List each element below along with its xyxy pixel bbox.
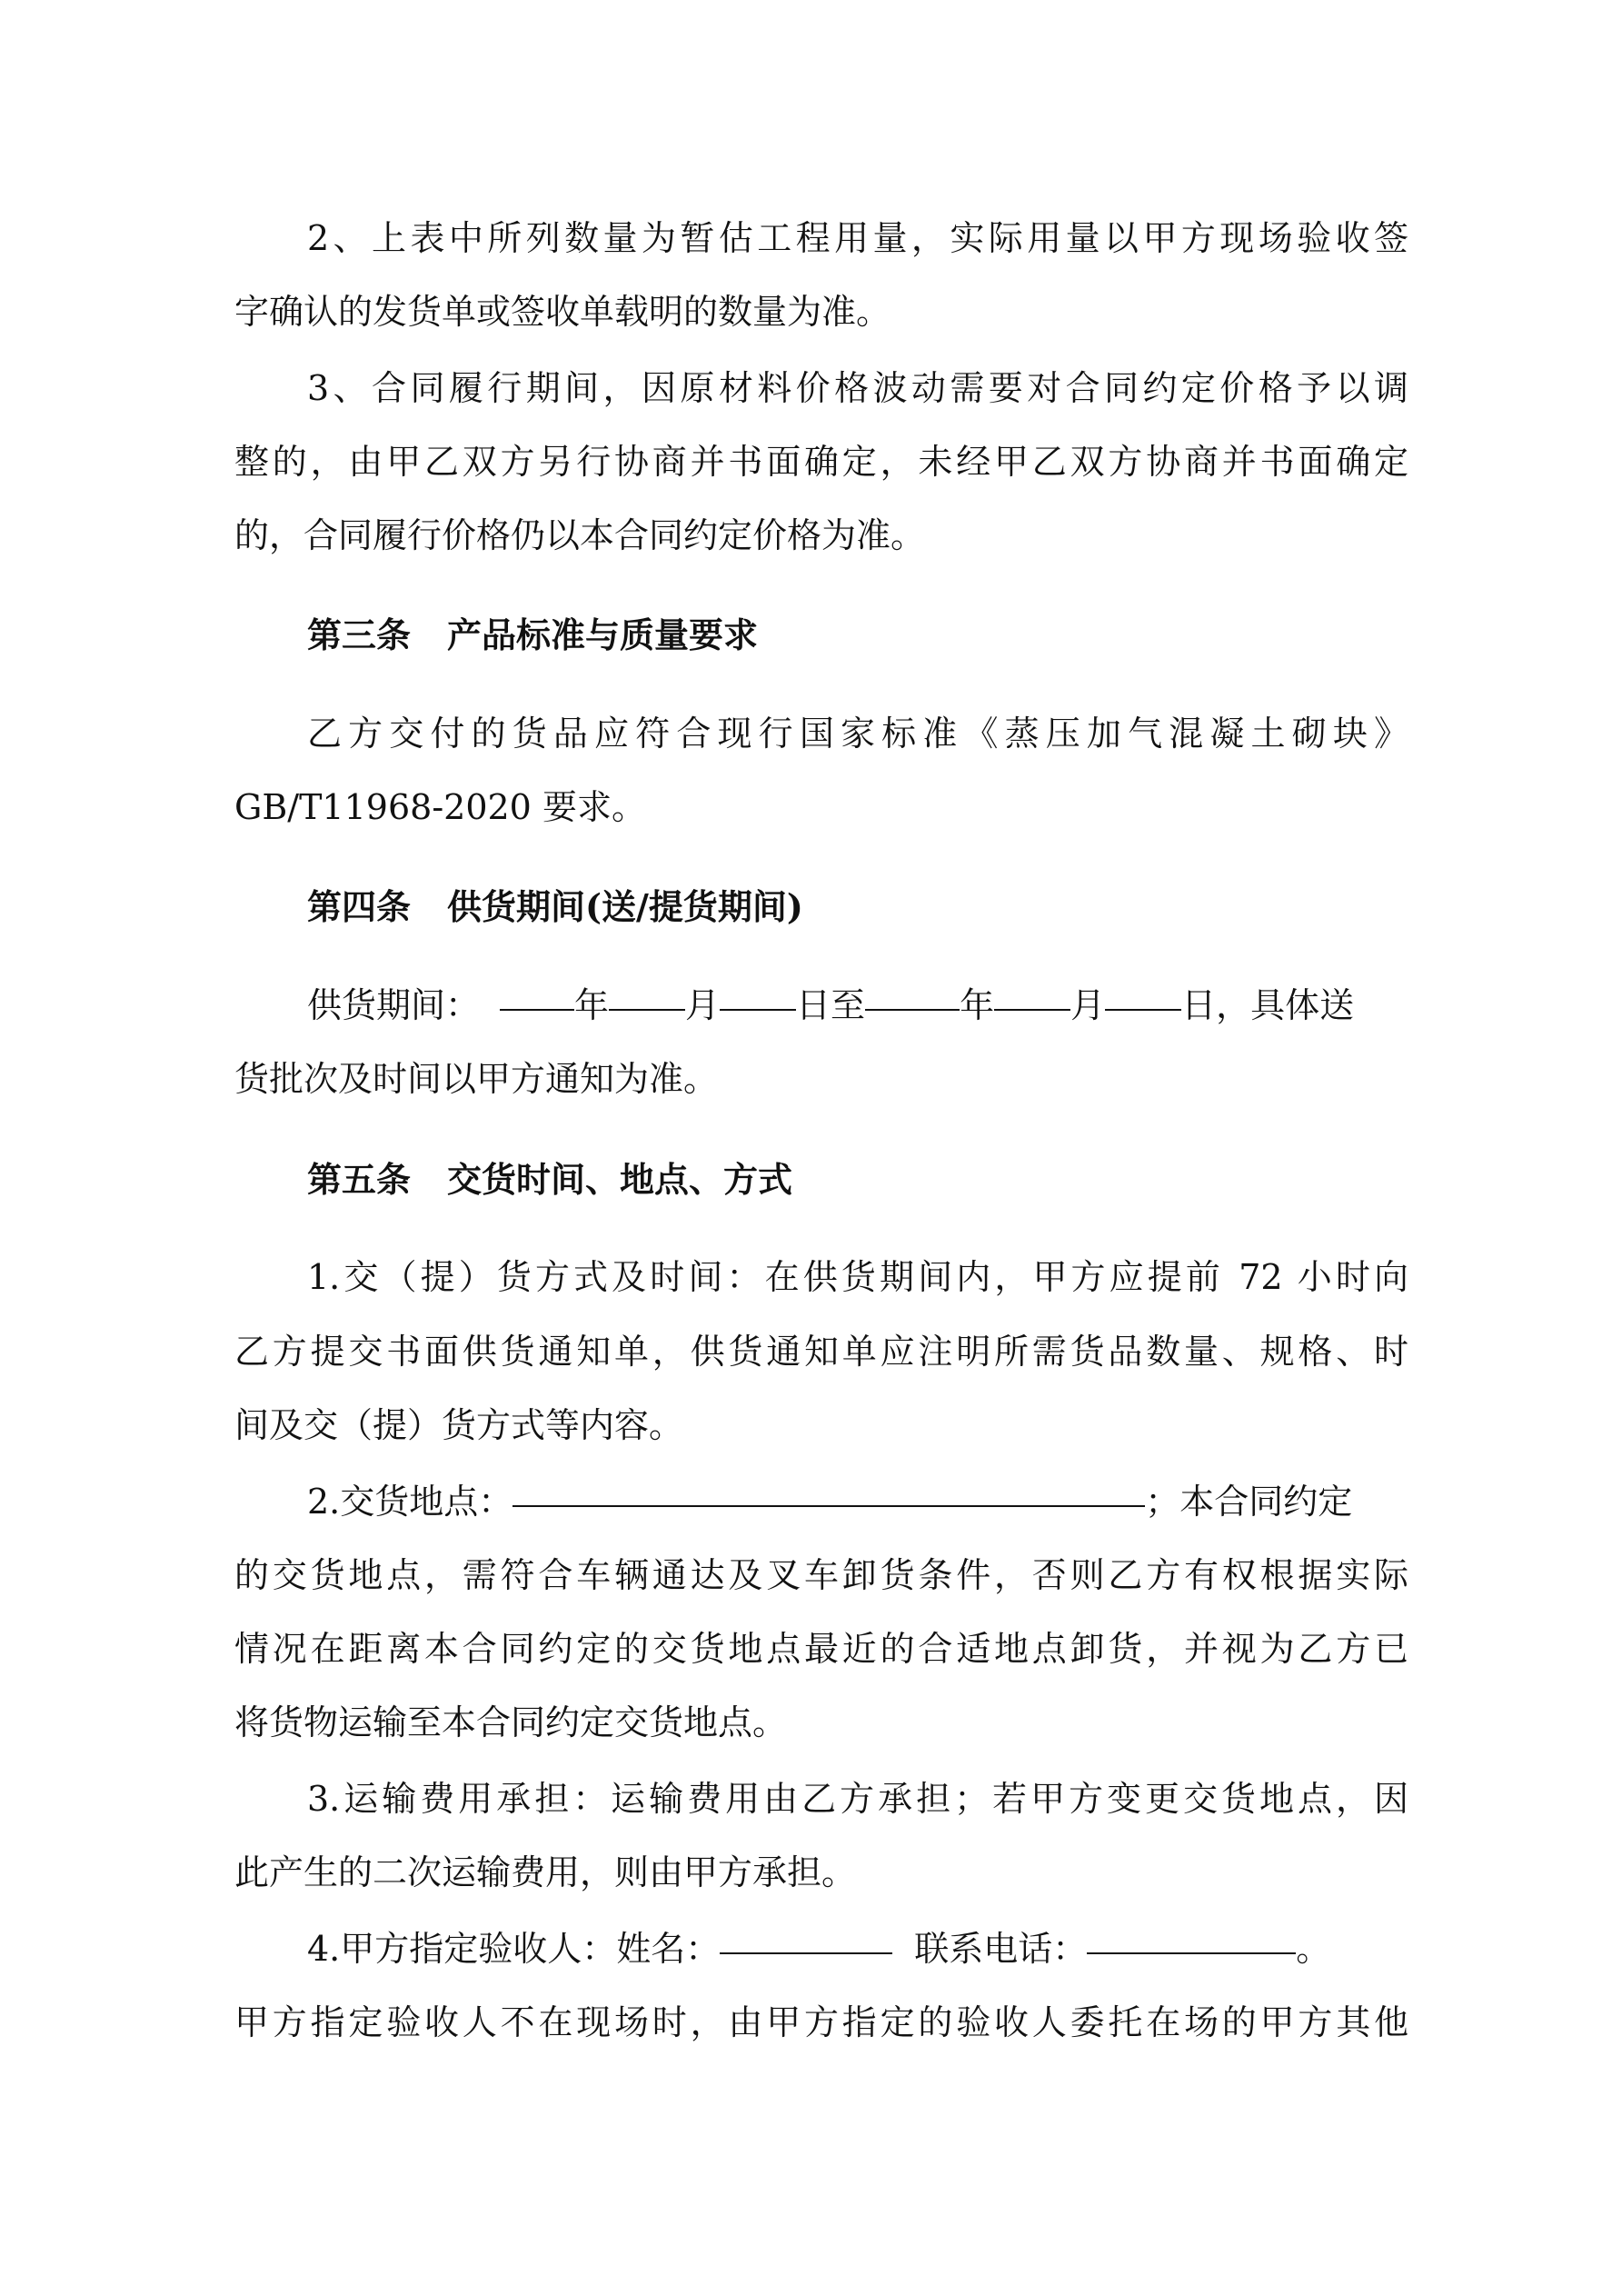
article-5-item-1-line-3: 间及交（提）货方式等内容。 <box>234 1405 684 1445</box>
clause-2-line-1: 2、上表中所列数量为暂估工程用量，实际用量以甲方现场验收签 <box>307 218 1408 258</box>
end-month-label: 月 <box>1070 985 1106 1025</box>
article-4-heading <box>307 871 1408 943</box>
delivery-location-line <box>307 1465 1408 1538</box>
article-3-heading <box>307 599 1408 672</box>
start-day-blank[interactable] <box>720 969 796 1011</box>
delivery-location-label: 2.交货地点： <box>307 1482 513 1522</box>
article-5-item-2-line-3: 情况在距离本合同约定的交货地点最近的合适地点卸货，并视为乙方已 <box>234 1629 1408 1669</box>
end-year-label: 年 <box>960 985 995 1025</box>
end-day-label: 日，具体送 <box>1181 985 1355 1025</box>
clause-2-line-2: 字确认的发货单或签收单载明的数量为准。 <box>234 292 891 332</box>
start-year-label: 年 <box>574 985 610 1025</box>
supply-period-line <box>307 969 1408 1042</box>
article-5-item-2-line-4: 将货物运输至本合同约定交货地点。 <box>234 1702 788 1742</box>
article-5-item-4-line-2: 甲方指定验收人不在现场时，由甲方指定的验收人委托在场的甲方其他 <box>234 2002 1408 2042</box>
article-5-item-2-line-2: 的交货地点，需符合车辆通达及叉车卸货条件，否则乙方有权根据实际 <box>234 1555 1408 1595</box>
acceptor-name-blank[interactable] <box>720 1912 892 1954</box>
end-year-blank[interactable] <box>865 969 960 1011</box>
article-5-item-3-line-2: 此产生的二次运输费用，则由甲方承担。 <box>234 1852 857 1892</box>
article-3-title: 产品标准与质量要求 <box>447 614 759 655</box>
article-5-item-1-line-2: 乙方提交书面供货通知单，供货通知单应注明所需货品数量、规格、时 <box>234 1332 1408 1372</box>
acceptor-label: 4.甲方指定验收人：姓名： <box>307 1929 721 1969</box>
article-5-number: 第五条 <box>307 1159 412 1200</box>
article-4-title: 供货期间(送/提货期间) <box>447 886 803 927</box>
article-5-title: 交货时间、地点、方式 <box>447 1159 793 1200</box>
start-year-blank[interactable] <box>500 969 574 1011</box>
article-5-item-1-line-1: 1.交（提）货方式及时间：在供货期间内，甲方应提前 72 小时向 <box>307 1257 1408 1297</box>
article-3-line-1: 乙方交付的货品应符合现行国家标准《蒸压加气混凝土砌块》 <box>307 714 1408 754</box>
article-4-line-2: 货批次及时间以甲方通知为准。 <box>234 1059 719 1099</box>
article-3-line-2: GB/T11968-2020 要求。 <box>234 787 646 827</box>
clause-3-line-2: 整的，由甲乙双方另行协商并书面确定，未经甲乙双方协商并书面确定 <box>234 442 1408 482</box>
acceptor-phone-label: 联系电话： <box>914 1929 1088 1969</box>
clause-3-line-1: 3、合同履行期间，因原材料价格波动需要对合同约定价格予以调 <box>307 368 1408 408</box>
article-4-number: 第四条 <box>307 886 412 927</box>
clause-3-line-3: 的，合同履行价格仍以本合同约定价格为准。 <box>234 515 926 555</box>
article-3-number: 第三条 <box>307 614 412 655</box>
delivery-location-blank[interactable] <box>512 1465 1145 1507</box>
supply-period-label: 供货期间： <box>307 985 481 1025</box>
article-5-heading <box>307 1143 1408 1216</box>
acceptor-phone-blank[interactable] <box>1087 1912 1296 1954</box>
start-month-blank[interactable] <box>609 969 685 1011</box>
article-5-item-3-line-1: 3.运输费用承担：运输费用由乙方承担；若甲方变更交货地点，因 <box>307 1779 1408 1819</box>
start-month-label: 月 <box>685 985 721 1025</box>
acceptor-line <box>307 1912 1408 1985</box>
delivery-location-after: ；本合同约定 <box>1145 1482 1353 1522</box>
acceptor-line-end: 。 <box>1296 1929 1331 1969</box>
start-day-label: 日至 <box>796 985 866 1025</box>
end-day-blank[interactable] <box>1105 969 1181 1011</box>
end-month-blank[interactable] <box>994 969 1070 1011</box>
